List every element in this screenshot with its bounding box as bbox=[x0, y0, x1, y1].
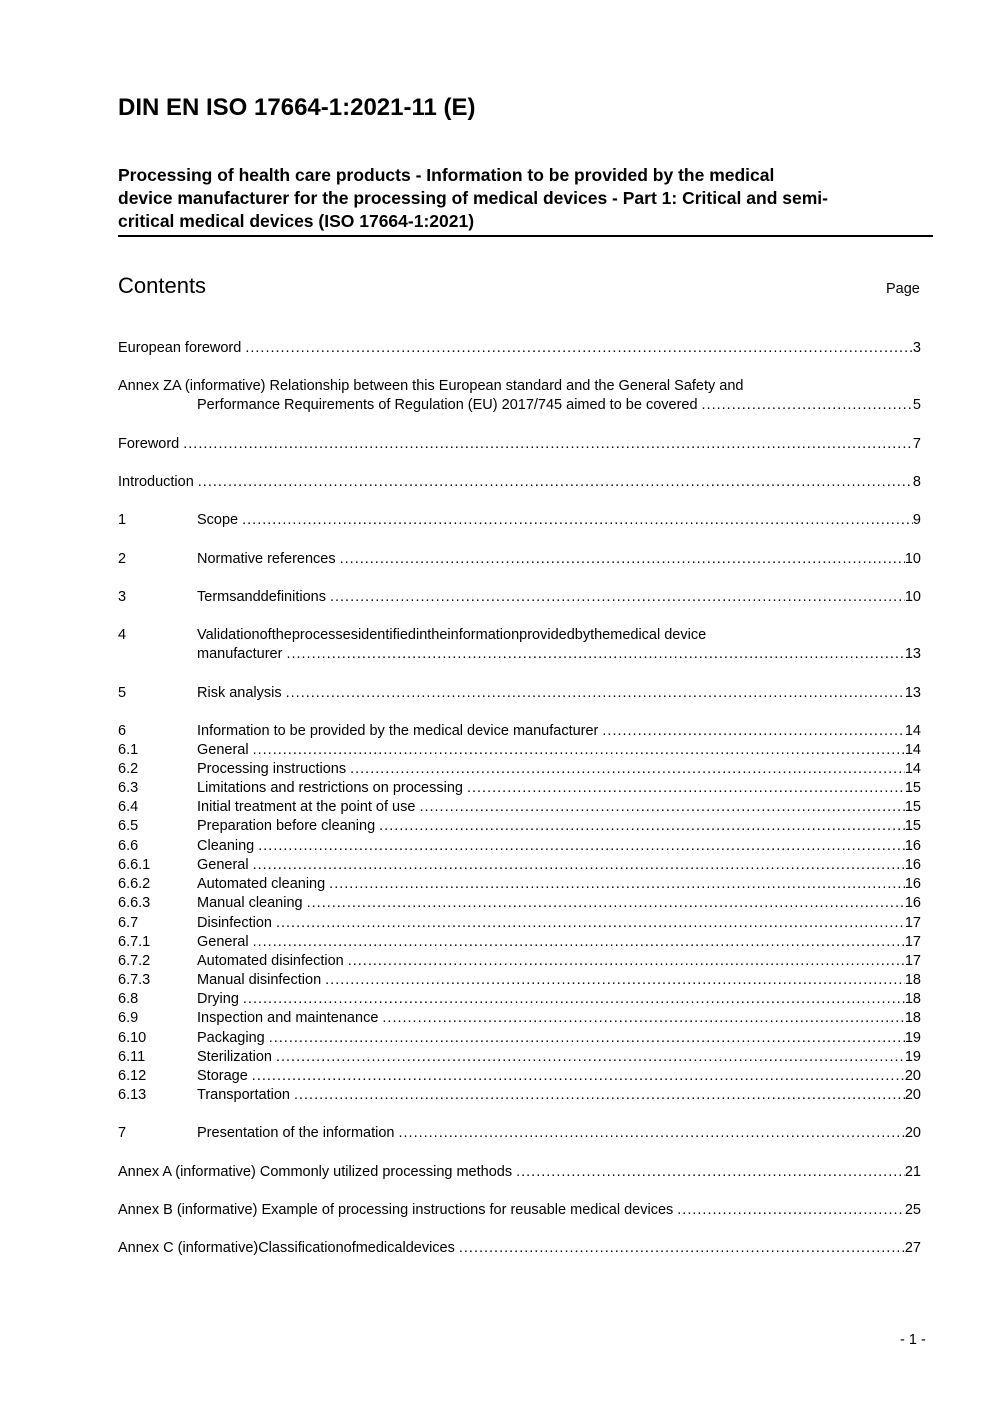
toc-entry[interactable] bbox=[118, 1067, 921, 1086]
toc-entry[interactable] bbox=[118, 1048, 921, 1067]
toc-entry-title: Manual disinfection bbox=[197, 972, 322, 988]
toc-entry-page: 20 bbox=[904, 1068, 921, 1084]
toc-entry-page: 19 bbox=[904, 1030, 921, 1046]
toc-entry-annex-za-line1[interactable]: Annex ZA (informative) Relationship between this European standard and the General Safety and bbox=[118, 378, 744, 394]
dot-leader bbox=[677, 1201, 905, 1220]
toc-entry-title: Annex A (informative) Commonly utilized processing methods bbox=[118, 1164, 513, 1180]
toc-entry[interactable] bbox=[118, 875, 921, 894]
dot-leader bbox=[702, 396, 913, 415]
toc-entry-number: 3 bbox=[118, 589, 127, 605]
subtitle-line: critical medical devices (ISO 17664-1:2021) bbox=[118, 211, 475, 231]
dot-leader bbox=[294, 1086, 905, 1105]
toc-entry-page: 17 bbox=[904, 953, 921, 969]
dot-leader bbox=[379, 817, 905, 836]
toc-entry-page: 20 bbox=[904, 1125, 921, 1141]
toc-entry[interactable] bbox=[118, 779, 921, 798]
dot-leader bbox=[253, 741, 905, 760]
toc-entry-title: Presentation of the information bbox=[197, 1125, 395, 1141]
toc-entry-title: General bbox=[197, 742, 249, 758]
toc-entry-title: Preparation before cleaning bbox=[197, 818, 376, 834]
toc-entry-number: 6.1 bbox=[118, 742, 139, 758]
toc-entry-page: 15 bbox=[904, 818, 921, 834]
dot-leader bbox=[276, 1048, 905, 1067]
toc-entry-title: Annex B (informative) Example of processing instructions for reusable medical devices bbox=[118, 1202, 674, 1218]
toc-entry-page: 13 bbox=[904, 685, 921, 701]
toc-entry[interactable] bbox=[118, 894, 921, 913]
dot-leader bbox=[252, 1067, 905, 1086]
toc-entry[interactable] bbox=[118, 933, 921, 952]
toc-entry-number: 6.6 bbox=[118, 838, 139, 854]
toc-entry-page: 25 bbox=[904, 1202, 921, 1218]
dot-leader bbox=[398, 1124, 904, 1143]
dot-leader bbox=[286, 645, 904, 664]
toc-entry-title: Automated cleaning bbox=[197, 876, 326, 892]
toc-entry-title: Disinfection bbox=[197, 915, 272, 931]
toc-entry-annex-za[interactable] bbox=[197, 396, 921, 415]
toc-entry-number: 6.9 bbox=[118, 1010, 139, 1026]
toc-entry-title: Storage bbox=[197, 1068, 248, 1084]
toc-entry-page: 16 bbox=[904, 838, 921, 854]
toc-entry-title: Termsanddefinitions bbox=[197, 589, 326, 605]
toc-entry-page: 14 bbox=[904, 761, 921, 777]
toc-entry-number: 6.6.2 bbox=[118, 876, 151, 892]
contents-heading: Contents bbox=[118, 273, 207, 298]
toc-entry-title: Inspection and maintenance bbox=[197, 1010, 379, 1026]
toc-entry-title: manufacturer bbox=[197, 646, 283, 662]
toc-entry-title: Packaging bbox=[197, 1030, 265, 1046]
toc-entry-page: 18 bbox=[904, 972, 921, 988]
toc-entry-annex-c[interactable] bbox=[118, 1239, 921, 1258]
dot-leader bbox=[242, 511, 913, 530]
dot-leader bbox=[602, 722, 904, 741]
toc-entry-title: Risk analysis bbox=[197, 685, 282, 701]
toc-entry-page: 17 bbox=[904, 915, 921, 931]
toc-entry-page: 5 bbox=[912, 397, 921, 413]
dot-leader bbox=[258, 837, 905, 856]
toc-entry-page: 19 bbox=[904, 1049, 921, 1065]
toc-entry-number: 6 bbox=[118, 723, 127, 739]
toc-entry-foreword[interactable] bbox=[118, 435, 921, 454]
toc-entry-page: 14 bbox=[904, 742, 921, 758]
toc-entry[interactable] bbox=[118, 1029, 921, 1048]
dot-leader bbox=[467, 779, 905, 798]
toc-entry[interactable] bbox=[118, 511, 921, 530]
toc-entry-number: 6.6.3 bbox=[118, 895, 151, 911]
document-title: DIN EN ISO 17664-1:2021-11 (E) bbox=[118, 94, 476, 121]
dot-leader bbox=[307, 894, 905, 913]
toc-entry-title: Cleaning bbox=[197, 838, 255, 854]
toc-entry[interactable] bbox=[118, 837, 921, 856]
toc-entry-page: 21 bbox=[904, 1164, 921, 1180]
toc-entry-number: 6.11 bbox=[118, 1049, 146, 1065]
toc-entry-clause4[interactable] bbox=[197, 645, 921, 664]
dot-leader bbox=[253, 856, 905, 875]
dot-leader bbox=[516, 1163, 905, 1182]
toc-entry-number: 6.5 bbox=[118, 818, 139, 834]
toc-entry-title: Initial treatment at the point of use bbox=[197, 799, 416, 815]
toc-entry-title: Processing instructions bbox=[197, 761, 347, 777]
toc-entry-clause4-line1[interactable] bbox=[118, 626, 921, 645]
dot-leader bbox=[330, 588, 905, 607]
toc-entry-number: 2 bbox=[118, 551, 127, 567]
toc-entry-page: 10 bbox=[904, 589, 921, 605]
toc-entry-title: General bbox=[197, 857, 249, 873]
document-subtitle bbox=[118, 164, 933, 237]
toc-entry-number: 6.13 bbox=[118, 1087, 147, 1103]
toc-entry-page: 17 bbox=[904, 934, 921, 950]
dot-leader bbox=[243, 990, 905, 1009]
toc-entry[interactable] bbox=[118, 722, 921, 741]
toc-entry-introduction[interactable] bbox=[118, 473, 921, 492]
toc-entry-page: 9 bbox=[912, 512, 921, 528]
toc-entry-annex-b[interactable] bbox=[118, 1201, 921, 1220]
dot-leader bbox=[459, 1239, 905, 1258]
toc-entry-title: Foreword bbox=[118, 436, 180, 452]
toc-entry-page: 16 bbox=[904, 895, 921, 911]
dot-leader bbox=[419, 798, 904, 817]
toc-entry-page: 10 bbox=[904, 551, 921, 567]
toc-entry[interactable] bbox=[118, 1124, 921, 1143]
toc-entry-title: Information to be provided by the medical device manufacturer bbox=[197, 723, 599, 739]
toc-entry[interactable] bbox=[118, 971, 921, 990]
toc-entry[interactable] bbox=[118, 952, 921, 971]
toc-entry-page: 16 bbox=[904, 857, 921, 873]
toc-entry-page: 18 bbox=[904, 991, 921, 1007]
dot-leader bbox=[183, 435, 913, 454]
page-number: - 1 - bbox=[900, 1332, 926, 1348]
dot-leader bbox=[245, 339, 913, 358]
toc-entry-annex-a[interactable] bbox=[118, 1163, 921, 1182]
dot-leader bbox=[286, 684, 905, 703]
toc-entry-title: Normative references bbox=[197, 551, 336, 567]
toc-entry-page: 18 bbox=[904, 1010, 921, 1026]
toc-entry-title: European foreword bbox=[118, 340, 242, 356]
toc-entry[interactable] bbox=[118, 588, 921, 607]
toc-entry-number: 6.7.3 bbox=[118, 972, 151, 988]
toc-entry-number: 7 bbox=[118, 1125, 127, 1141]
toc-entry[interactable] bbox=[118, 1009, 921, 1028]
toc-entry-page: 20 bbox=[904, 1087, 921, 1103]
toc-entry[interactable] bbox=[118, 856, 921, 875]
toc-entry[interactable] bbox=[118, 817, 921, 836]
toc-entry[interactable] bbox=[118, 914, 921, 933]
toc-entry-number: 6.2 bbox=[118, 761, 139, 777]
toc-entry-title: Validationoftheprocessesidentifiedintheinformationprovidedbythemedical device bbox=[197, 627, 707, 643]
toc-entry-title: Limitations and restrictions on processing bbox=[197, 780, 463, 796]
dot-leader bbox=[348, 952, 905, 971]
toc-entry[interactable] bbox=[118, 684, 921, 703]
page-column-label: Page bbox=[886, 281, 920, 297]
dot-leader bbox=[198, 473, 913, 492]
toc-entry-number: 6.7 bbox=[118, 915, 139, 931]
toc-entry-page: 3 bbox=[912, 340, 921, 356]
toc-entry-title: Annex C (informative)Classificationofmedicaldevices bbox=[118, 1240, 455, 1256]
dot-leader bbox=[269, 1029, 905, 1048]
dot-leader bbox=[276, 914, 905, 933]
dot-leader bbox=[325, 971, 905, 990]
toc-entry-page: 15 bbox=[904, 780, 921, 796]
toc-entry[interactable] bbox=[118, 550, 921, 569]
toc-entry-number: 6.8 bbox=[118, 991, 139, 1007]
toc-entry[interactable] bbox=[118, 798, 921, 817]
toc-entry-title: Scope bbox=[197, 512, 239, 528]
toc-entry-title: Manual cleaning bbox=[197, 895, 303, 911]
toc-entry-page: 15 bbox=[904, 799, 921, 815]
toc-entry-number: 6.7.2 bbox=[118, 953, 151, 969]
dot-leader bbox=[253, 933, 905, 952]
toc-entry[interactable] bbox=[118, 741, 921, 760]
toc-entry-page: 16 bbox=[904, 876, 921, 892]
toc-entry-page: 8 bbox=[912, 474, 921, 490]
dot-leader bbox=[329, 875, 905, 894]
toc-entry[interactable] bbox=[118, 760, 921, 779]
toc-entry-title: Performance Requirements of Regulation (EU) 2017/745 aimed to be covered bbox=[197, 397, 698, 413]
toc-entry-number: 4 bbox=[118, 627, 127, 643]
toc-entry-title: General bbox=[197, 934, 249, 950]
dot-leader bbox=[382, 1009, 904, 1028]
toc-entry-title: Sterilization bbox=[197, 1049, 272, 1065]
subtitle-line: device manufacturer for the processing of medical devices - Part 1: Critical and semi- bbox=[118, 188, 828, 208]
toc-entry-number: 5 bbox=[118, 685, 127, 701]
toc-entry-number: 6.12 bbox=[118, 1068, 147, 1084]
toc-entry-title: Transportation bbox=[197, 1087, 290, 1103]
toc-entry-page: 27 bbox=[904, 1240, 921, 1256]
toc-entry-title: Introduction bbox=[118, 474, 194, 490]
toc-entry-number: 6.10 bbox=[118, 1030, 147, 1046]
dot-leader bbox=[340, 550, 905, 569]
toc-entry[interactable] bbox=[118, 990, 921, 1009]
subtitle-line: Processing of health care products - Information to be provided by the medical bbox=[118, 165, 775, 185]
toc-entry-page: 13 bbox=[904, 646, 921, 662]
toc-entry-number: 6.7.1 bbox=[118, 934, 151, 950]
toc-entry-title: Automated disinfection bbox=[197, 953, 344, 969]
toc-entry[interactable] bbox=[118, 1086, 921, 1105]
toc-entry-number: 6.6.1 bbox=[118, 857, 151, 873]
toc-entry-number: 6.3 bbox=[118, 780, 139, 796]
toc-entry-page: 7 bbox=[912, 436, 921, 452]
toc-entry-number: 1 bbox=[118, 512, 127, 528]
toc-entry-european-foreword[interactable] bbox=[118, 339, 921, 358]
toc-entry-number: 6.4 bbox=[118, 799, 139, 815]
toc-entry-title: Drying bbox=[197, 991, 239, 1007]
toc-entry-page: 14 bbox=[904, 723, 921, 739]
dot-leader bbox=[350, 760, 905, 779]
